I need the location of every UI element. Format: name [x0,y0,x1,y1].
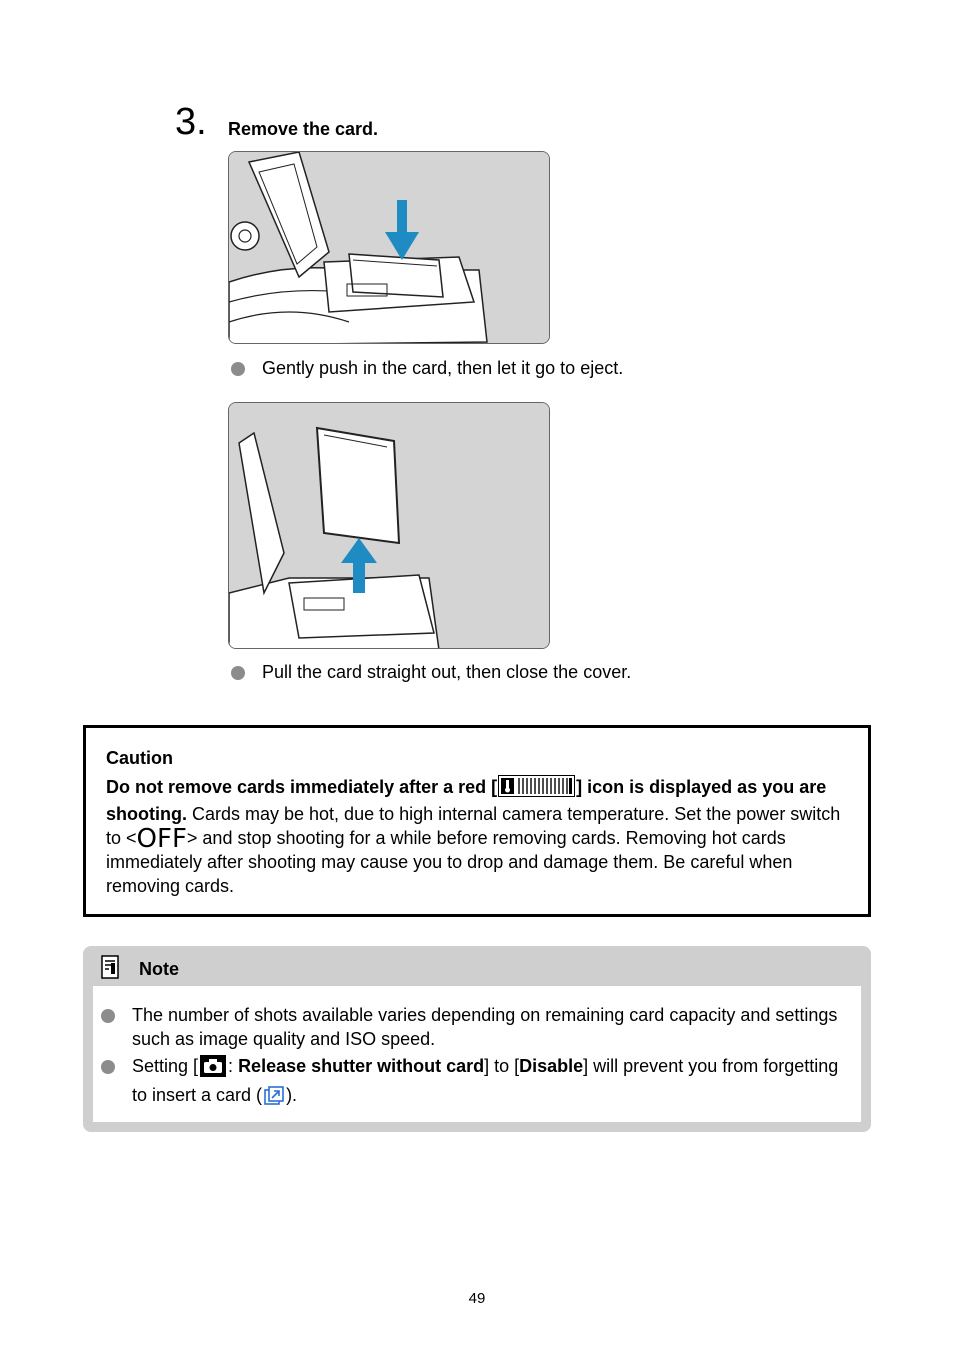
illustration-pull-card [228,402,550,649]
bullet-dot [101,1060,115,1074]
note-text-end: ). [286,1084,298,1105]
menu-setting-value: Disable [519,1056,584,1076]
camera-icon [200,1055,226,1084]
caution-title: Caution [106,748,173,768]
note-body [93,986,861,1122]
bullet-item [231,358,623,379]
caution-body-2: > and stop shooting for a while before removing cards. Removing hot cards immediately after shooting may cause you to drop and damage them. Be careful when removing cards. [106,827,793,896]
bullet-text: Pull the card straight out, then close the cover. [262,662,632,682]
step-number: 3. [175,101,207,143]
note-item-text [132,1055,841,1112]
page-number: 49 [468,1290,486,1307]
caution-body-1: Cards may be hot, due to high internal camera temperature. Set the power switch to < [106,804,841,848]
note-text-colon: : [228,1056,239,1076]
bullet-item [231,662,631,683]
illustration-push-card [228,151,550,344]
temperature-warning-icon [498,775,575,804]
caution-bold-end: ] icon is displayed as you are shooting. [106,776,827,824]
step-title: Remove the card. [228,119,379,139]
note-text-mid: ] to [ [484,1056,520,1076]
caution-bold-start: Do not remove cards immediately after a red [ [106,776,498,797]
bullet-dot [231,362,245,376]
note-title: Note [139,958,179,979]
bullet-dot [101,1009,115,1023]
note-text-suffix: ] will prevent you from forgetting to insert a card ( [132,1056,839,1105]
menu-item-name: Release shutter without card [238,1056,485,1076]
bullet-text: Gently push in the card, then let it go to eject. [262,358,624,378]
note-item [101,1055,841,1112]
note-item-text: The number of shots available varies depending on remaining card capacity and settings such as image quality and ISO speed. [132,1005,838,1049]
caution-text [106,775,846,899]
note-item [101,1004,841,1051]
caution-box [83,725,871,917]
bullet-dot [231,666,245,680]
link-icon[interactable] [264,1086,284,1113]
note-icon [101,955,119,984]
power-off-label: OFF [136,823,187,854]
note-text-prefix: Setting [ [132,1056,199,1076]
note-box [83,946,871,1132]
